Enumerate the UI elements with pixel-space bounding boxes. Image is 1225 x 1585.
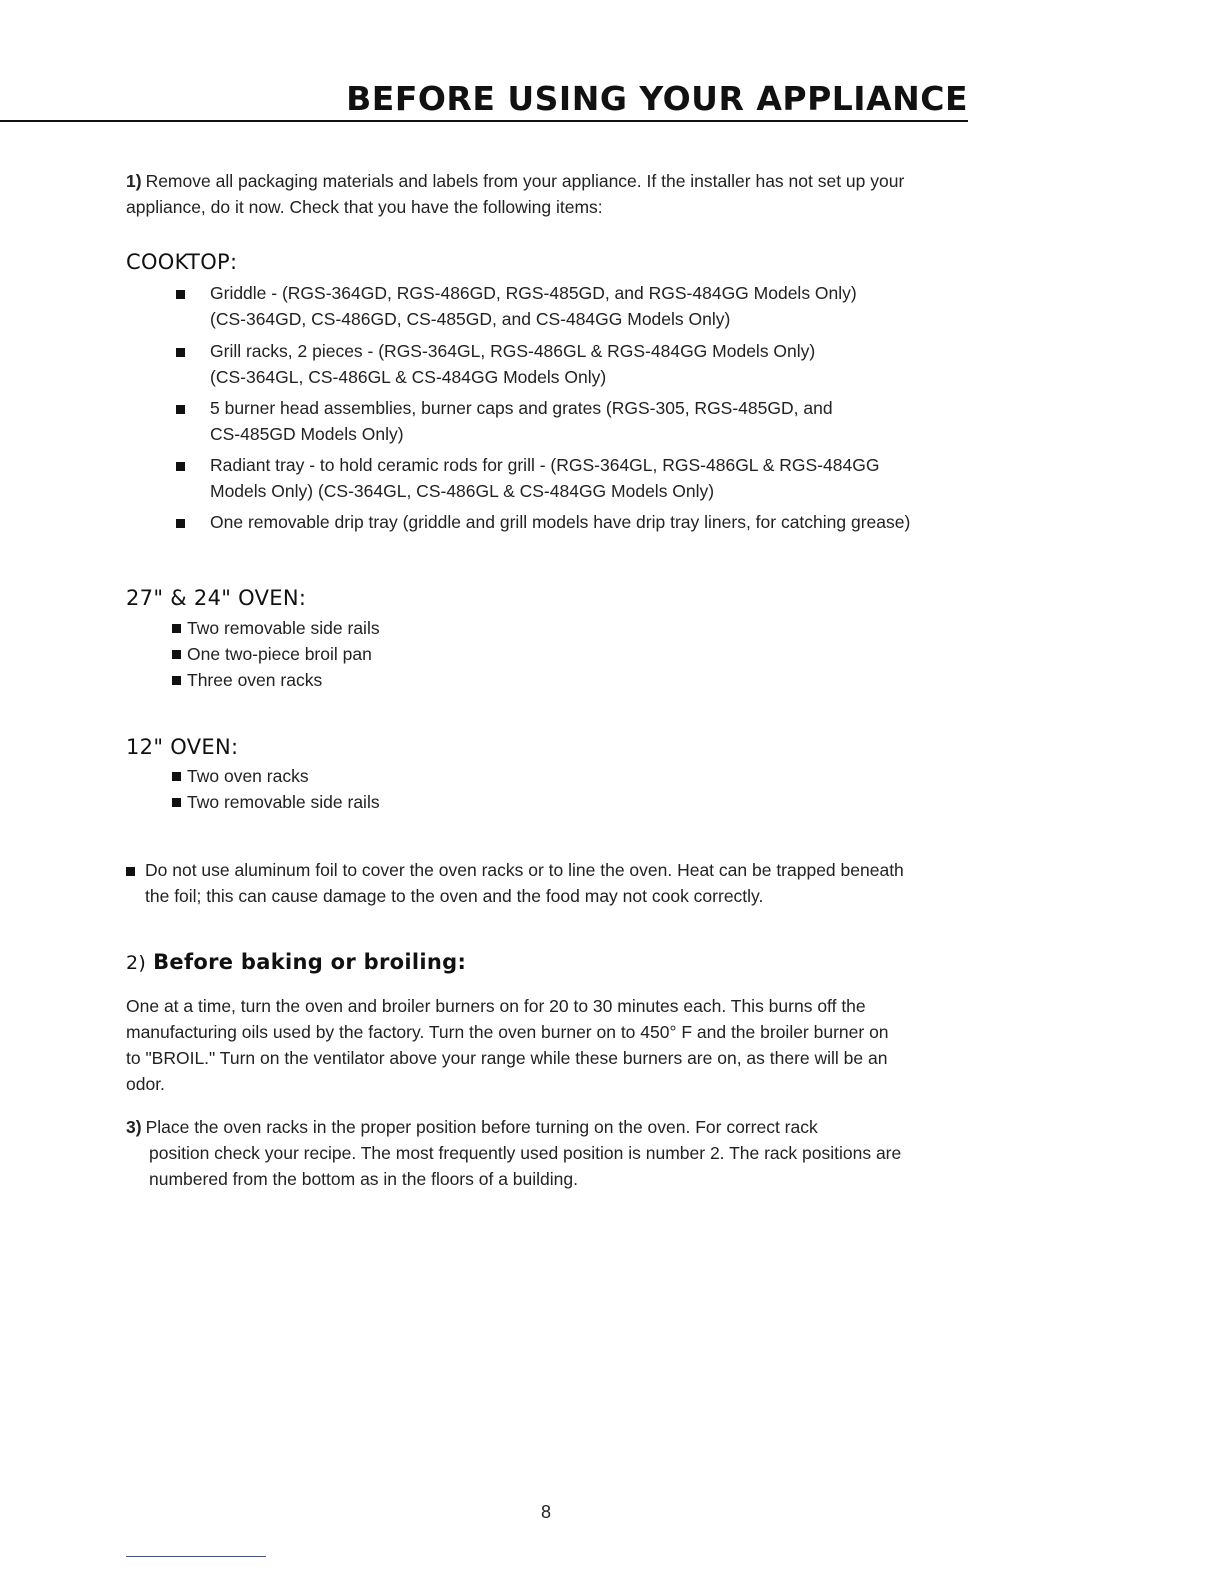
foil-warning <box>145 857 904 909</box>
cooktop-heading: COOKTOP: <box>126 250 238 274</box>
step-1 <box>126 168 976 220</box>
list-item-text: One two-piece broil pan <box>187 644 372 664</box>
step-1-number: 1) <box>126 171 142 191</box>
step-2-heading <box>126 950 466 974</box>
list-item-line: Models Only) (CS-364GL, CS-486GL & CS-484GG Models Only) <box>210 481 715 501</box>
list-item-line: One removable drip tray (griddle and grill models have drip tray liners, for catching grease) <box>210 512 911 532</box>
paragraph-line: One at a time, turn the oven and broiler burners on for 20 to 30 minutes each. This burns off the <box>126 996 866 1016</box>
page-title: BEFORE USING YOUR APPLIANCE <box>346 79 968 118</box>
list-item <box>210 395 833 447</box>
foil-warning-line: the foil; this can cause damage to the oven and the food may not cook correctly. <box>145 886 764 906</box>
list-item <box>172 667 322 693</box>
list-item-line: (CS-364GD, CS-486GD, CS-485GD, and CS-484GG Models Only) <box>210 309 731 329</box>
list-item-line: CS-485GD Models Only) <box>210 424 404 444</box>
bullet-icon <box>172 798 181 807</box>
list-item-line: Grill racks, 2 pieces - (RGS-364GL, RGS-486GL & RGS-484GG Models Only) <box>210 341 816 361</box>
paragraph-line: manufacturing oils used by the factory. Turn the oven burner on to 450° F and the broiler burner on <box>126 1022 889 1042</box>
paragraph-line: position check your recipe. The most frequently used position is number 2. The rack positions are <box>149 1143 902 1163</box>
bullet-icon <box>176 290 185 299</box>
list-item <box>210 338 815 390</box>
list-item <box>210 452 879 504</box>
bullet-icon <box>172 676 181 685</box>
list-item <box>172 641 372 667</box>
bullet-icon <box>172 772 181 781</box>
list-item <box>172 763 309 789</box>
paragraph-line: odor. <box>126 1074 165 1094</box>
list-item-line: Radiant tray - to hold ceramic rods for grill - (RGS-364GL, RGS-486GL & RGS-484GG <box>210 455 880 475</box>
bullet-icon <box>176 519 185 528</box>
step-3-number: 3) <box>126 1117 142 1137</box>
bullet-icon <box>172 624 181 633</box>
oven-12-heading: 12" OVEN: <box>126 735 239 759</box>
step-3 <box>126 1114 901 1192</box>
list-item-line: (CS-364GL, CS-486GL & CS-484GG Models Only) <box>210 367 607 387</box>
list-item-text: Three oven racks <box>187 670 323 690</box>
list-item-text: Two removable side rails <box>187 792 380 812</box>
list-item <box>210 280 857 332</box>
bullet-icon <box>172 650 181 659</box>
step-2-number: 2) <box>126 952 147 974</box>
bullet-icon <box>176 405 185 414</box>
list-item-line: Griddle - (RGS-364GD, RGS-486GD, RGS-485GD, and RGS-484GG Models Only) <box>210 283 857 303</box>
step-2-title: Before baking or broiling: <box>153 950 467 974</box>
paragraph-line: Place the oven racks in the proper position before turning on the oven. For correct rack <box>145 1117 818 1137</box>
foil-warning-line: Do not use aluminum foil to cover the oven racks or to line the oven. Heat can be trapped beneath <box>145 860 904 880</box>
list-item <box>172 789 380 815</box>
paragraph-line: numbered from the bottom as in the floors of a building. <box>149 1169 578 1189</box>
list-item-line: 5 burner head assemblies, burner caps and grates (RGS-305, RGS-485GD, and <box>210 398 833 418</box>
bullet-icon <box>176 348 185 357</box>
oven-27-24-heading: 27" & 24" OVEN: <box>126 586 307 610</box>
page-title-rule <box>0 76 968 122</box>
step-1-text: Remove all packaging materials and labels from your appliance. If the installer has not set up your appliance, do it now. Check that you have the following items: <box>126 171 905 217</box>
step-2-body <box>126 993 889 1097</box>
bullet-icon <box>176 462 185 471</box>
list-item-text: Two removable side rails <box>187 618 380 638</box>
list-item-text: Two oven racks <box>187 766 309 786</box>
list-item <box>172 615 380 641</box>
paragraph-line: to "BROIL." Turn on the ventilator above your range while these burners are on, as there will be an <box>126 1048 888 1068</box>
footer-rule <box>126 1556 266 1557</box>
list-item <box>210 509 910 535</box>
page-number: 8 <box>541 1502 552 1522</box>
bullet-icon <box>126 867 135 876</box>
